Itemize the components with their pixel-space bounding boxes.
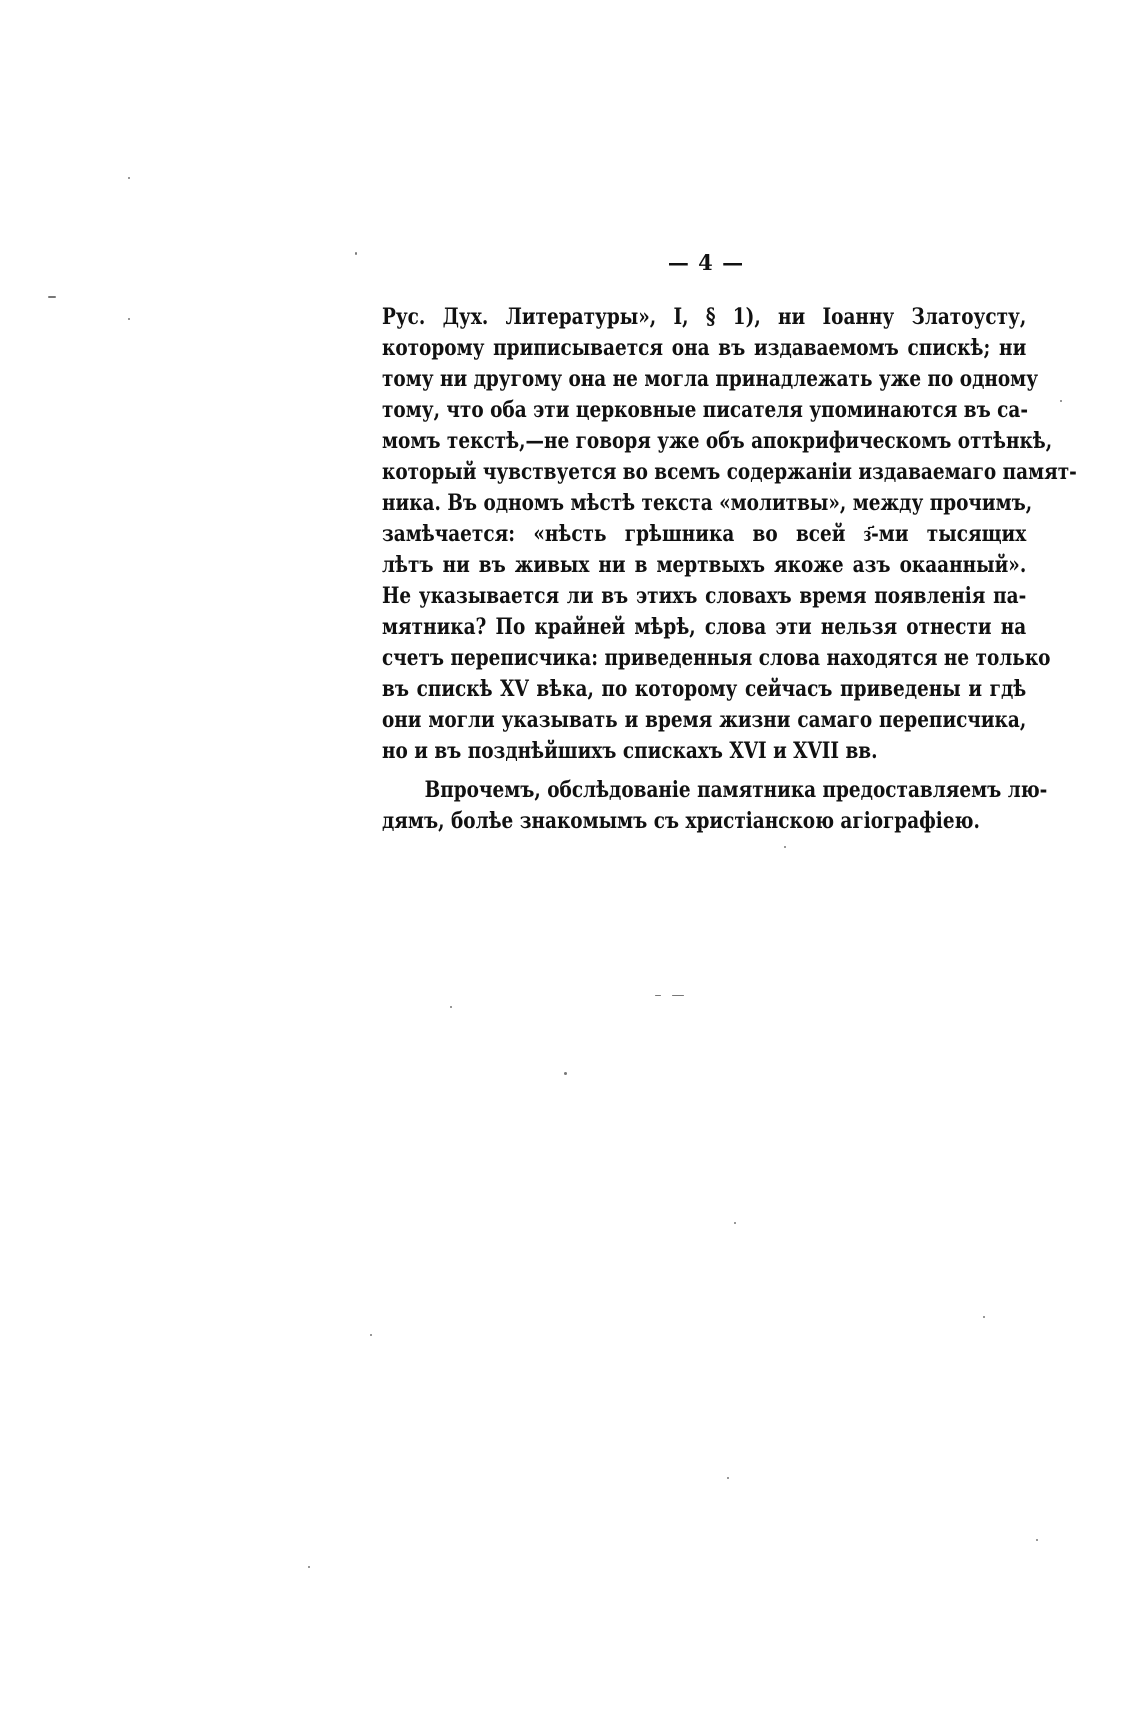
- scan-speck: [48, 296, 56, 298]
- paragraph-2: [382, 775, 1048, 837]
- scan-speck: [672, 995, 684, 996]
- scan-speck: [450, 1006, 452, 1008]
- scan-speck: [564, 1072, 567, 1075]
- scan-speck: [655, 995, 661, 996]
- scan-speck: [128, 177, 130, 179]
- paragraph-1: [382, 302, 1077, 767]
- paragraph-gap: [382, 767, 1026, 775]
- scan-speck: [727, 1477, 729, 1479]
- text-line: Рус. Дух. Литературы», I, § 1), ни Іоанну Златоусту,: [382, 304, 1027, 330]
- text-line: но и въ позднѣйшихъ спискахъ XVI и XVII вв.: [382, 738, 878, 764]
- text-line: который чувствуется во всемъ содержаніи издаваемаго памят-: [382, 459, 1077, 485]
- text-line: мятника? По крайней мѣрѣ, слова эти нельзя отнести на: [382, 614, 1027, 640]
- scan-speck: [308, 1566, 310, 1568]
- text-line: дямъ, болѣе знакомымъ съ христіанскою агіографіею.: [382, 808, 980, 834]
- text-line: ника. Въ одномъ мѣстѣ текста «молитвы», между прочимъ,: [382, 490, 1033, 516]
- page-number: — 4 —: [667, 250, 745, 275]
- text-line: въ спискѣ XV вѣка, по которому сейчасъ приведены и гдѣ: [382, 676, 1027, 702]
- scan-speck: [1060, 400, 1062, 402]
- scan-speck: [370, 1334, 372, 1336]
- text-line: тому, что оба эти церковные писателя упоминаются въ са-: [382, 397, 1029, 423]
- scan-speck: [128, 318, 130, 320]
- text-line: они могли указывать и время жизни самаго переписчика,: [382, 707, 1027, 733]
- scan-speck: [1036, 1539, 1038, 1541]
- text-line: Не указывается ли въ этихъ словахъ время появленія па-: [382, 583, 1027, 609]
- body-text: [382, 302, 1077, 837]
- text-line: которому приписывается она въ издаваемомъ спискѣ; ни: [382, 335, 1027, 361]
- scan-speck: [734, 1222, 736, 1224]
- scan-speck: [983, 1316, 985, 1318]
- text-line: лѣтъ ни въ живых ни в мертвыхъ якоже азъ окаанный».: [382, 552, 1027, 578]
- text-line: счетъ переписчика: приведенныя слова находятся не только: [382, 645, 1051, 671]
- scan-speck: [784, 846, 786, 848]
- text-line: Впрочемъ, обслѣдованіе памятника предоставляемъ лю-: [424, 777, 1048, 803]
- text-line: тому ни другому она не могла принадлежать уже по одному: [382, 366, 1039, 392]
- text-line: замѣчается: «нѣсть грѣшника во всей з҃-ми тысящих: [382, 521, 1027, 547]
- text-line: момъ текстѣ,—не говоря уже объ апокрифическомъ оттѣнкѣ,: [382, 428, 1053, 454]
- scan-speck: [355, 252, 357, 255]
